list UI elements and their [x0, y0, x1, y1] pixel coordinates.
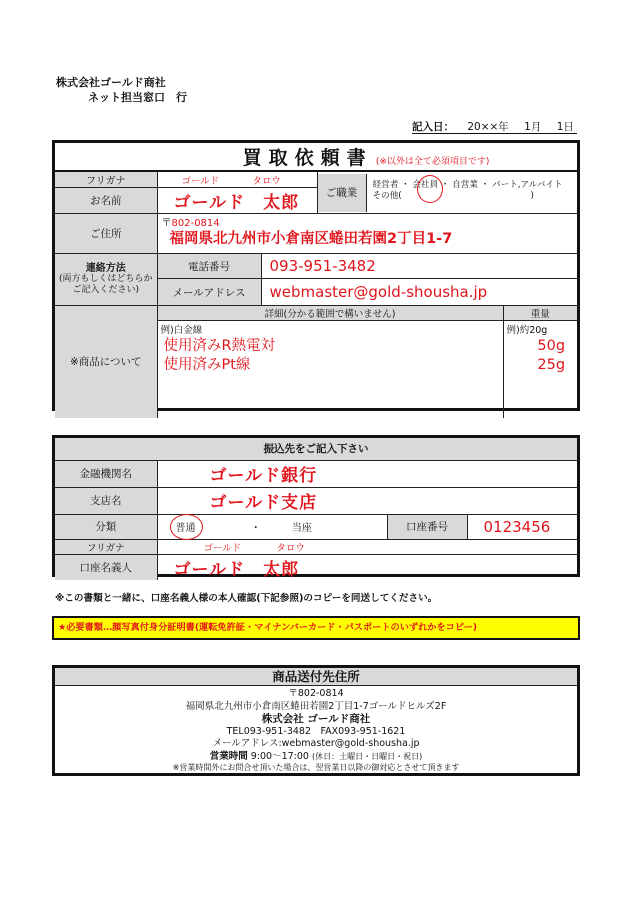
holder-value: ゴールド 太郎: [173, 559, 300, 580]
holder-furigana-field[interactable]: [157, 539, 577, 554]
contact-label-note1: (両方もしくはどちらか: [58, 274, 153, 284]
account-type-checking: 当座: [291, 523, 312, 534]
form-title-row: [55, 143, 577, 171]
phone-label: 電話番号: [157, 254, 261, 279]
products-label: ※商品について: [55, 306, 157, 418]
account-type-separator: ・: [250, 523, 261, 534]
recipient: ネット担当窓口 行: [88, 91, 187, 104]
institution-label: 金融機関名: [55, 460, 157, 487]
furigana-mei: タロウ: [252, 175, 281, 187]
name-value: ゴールド 太郎: [173, 193, 300, 213]
email-value: webmaster@gold-shousha.jp: [269, 283, 488, 301]
product-item-2: 使用済みPt線: [163, 357, 251, 373]
business-hours: [55, 751, 577, 764]
institution-field[interactable]: [157, 460, 577, 487]
address-field[interactable]: [157, 214, 577, 254]
branch-value: ゴールド支店: [209, 493, 318, 513]
furigana-sei: ゴールド: [181, 175, 220, 187]
product-weight-2: 25g: [537, 357, 566, 373]
phone-field[interactable]: [261, 254, 577, 279]
occupation-options-line1: 経営者 ・ 会社員 ・ 自営業 ・ パート,アルバイト: [372, 179, 563, 190]
entry-date: [412, 119, 577, 134]
name-label: お名前: [55, 188, 157, 214]
shipping-address: 福岡県北九州市小倉南区蜷田若園2丁目1-7ゴールドヒルズ2F: [185, 700, 447, 712]
holder-furigana-mei: タロウ: [276, 542, 305, 554]
account-number-value: 0123456: [483, 517, 551, 536]
business-hours-note: (休日：土曜日・日曜日・祝日): [312, 751, 423, 761]
bank-header: 振込先をご記入下さい: [55, 438, 577, 460]
bank-transfer-section: [52, 435, 580, 580]
holder-furigana-sei: ゴールド: [203, 542, 242, 554]
branch-label: 支店名: [55, 487, 157, 514]
account-type-label: 分類: [55, 514, 157, 539]
business-hours-value: 9:00～17:00: [250, 750, 309, 762]
product-item-1: 使用済みR熱電対: [163, 338, 276, 354]
occupation-label: ご職業: [318, 174, 367, 212]
furigana-field[interactable]: [157, 171, 317, 188]
company-name: 株式会社ゴールド商社: [56, 76, 166, 89]
account-type-ordinary: 普通: [175, 523, 196, 534]
occupation-options-line2: その他( ): [372, 190, 534, 201]
institution-value: ゴールド銀行: [209, 466, 318, 486]
address-value: 福岡県北九州市小倉南区蜷田若園2丁目1-7: [169, 231, 453, 247]
form-title: 買取依頼書: [242, 147, 373, 169]
account-type-selected-circle: [170, 514, 203, 540]
account-number-field[interactable]: [467, 514, 577, 539]
date-month: 1月: [524, 121, 542, 133]
occupation-options[interactable]: [367, 174, 563, 212]
holder-field[interactable]: [157, 554, 577, 580]
shipping-address-section: [52, 665, 580, 776]
email-label: メールアドレス: [157, 279, 261, 306]
contact-label: [55, 254, 157, 306]
postal-code: 802-0814: [171, 218, 220, 229]
furigana-label: フリガナ: [55, 171, 157, 188]
holder-furigana-label: フリガナ: [55, 539, 157, 554]
weight-field[interactable]: [503, 321, 577, 418]
required-documents: ★必要書類…顔写真付身分証明書(運転免許証・マイナンバーカード・パスポートのいずれかをコピー): [52, 616, 580, 640]
bank-table: [55, 438, 577, 580]
branch-field[interactable]: [157, 487, 577, 514]
details-header: 詳細(分かる範囲で構いません): [157, 306, 503, 321]
shipping-header: 商品送付先住所: [55, 668, 577, 686]
copy-notice: ※この書類と一緒に、口座名義人様の本人確認(下記参照)のコピーを同送してください。: [55, 593, 438, 604]
email-field[interactable]: [261, 279, 577, 306]
shipping-company: 株式会社 ゴールド商社: [261, 713, 371, 725]
address-label: ご住所: [55, 214, 157, 254]
details-field[interactable]: [157, 321, 503, 418]
name-field[interactable]: [157, 188, 317, 214]
account-number-label: 口座番号: [387, 514, 467, 539]
date-label: 記入日：: [412, 121, 454, 133]
contact-label-note2: ご記入ください): [72, 285, 139, 295]
after-hours-note: ※営業時間外にお問合せ頂いた場合は、翌営業日以降の御対応とさせて頂きます: [172, 763, 460, 772]
shipping-postal: 〒802-0814: [288, 688, 344, 699]
shipping-email: メールアドレス:webmaster@gold-shousha.jp: [212, 738, 420, 749]
date-day: 1日: [556, 121, 574, 133]
form-title-note: (※以外は全て必須項目です): [375, 157, 490, 167]
product-weight-1: 50g: [537, 338, 566, 354]
business-hours-label: 営業時間: [209, 750, 248, 762]
occupation-cell: [317, 171, 577, 214]
form-table: [55, 143, 577, 418]
occupation-selected-circle: [417, 175, 443, 203]
weight-example: 例)約20g: [506, 325, 548, 336]
details-example: 例)白金線: [160, 325, 203, 336]
shipping-tel-fax: TEL093-951-3482 FAX093-951-1621: [226, 725, 406, 737]
holder-label: 口座名義人: [55, 554, 157, 580]
contact-label-title: 連絡方法: [85, 263, 126, 274]
weight-header: 重量: [503, 306, 577, 321]
phone-value: 093-951-3482: [269, 257, 376, 275]
purchase-request-form: [52, 140, 580, 411]
postal-mark: 〒: [161, 218, 172, 229]
date-year: 20××年: [467, 121, 509, 133]
account-type-field[interactable]: [157, 514, 387, 539]
